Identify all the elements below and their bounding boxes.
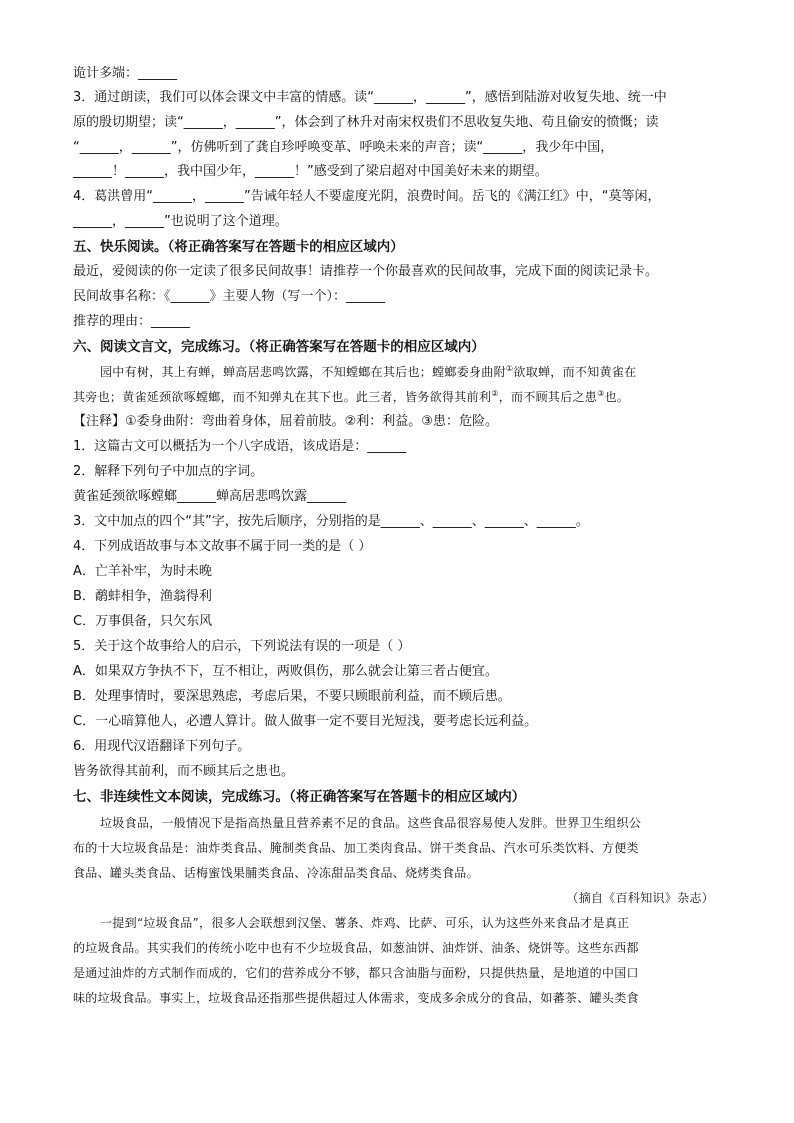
passage-line: 一提到“垃圾食品”，很多人会联想到汉堡、薯条、炸鸡、比萨、可乐，认为这些外来食品才是真正 [100,916,630,930]
question-6-3: 3．文中加点的四个“其”字，按先后顺序，分别指的是______、______、______、______。 [73,514,589,529]
passage-line: 垃圾食品，一般情况下是指高热量且营养素不足的食品。这些食品很容易使人发胖。世界卫生组织公 [100,816,642,830]
option-c: C．万事俱备，只欠东风 [73,614,213,629]
passage-line: 味的垃圾食品。事实上，垃圾食品还指那些提供超过人体需求，变成多余成分的食品，如蕃茶、罐头类食 [73,991,639,1005]
passage-line: 食品、罐头类食品、话梅蜜饯果脯类食品、冷冻甜品类食品、烧烤类食品。 [73,866,479,880]
text-line: 诡计多端：______ [73,66,178,81]
text-line: 皆务欲得其前利，而不顾其后之患也。 [73,764,295,779]
passage-line: 的垃圾食品。其实我们的传统小吃中也有不少垃圾食品，如葱油饼、油炸饼、油条、烧饼等。这些东西都 [73,941,639,955]
classical-text-line-1 [100,364,750,380]
classical-text-part: 园中有树，其上有蝉，蝉高居悲鸣饮露，不知螳螂在其后也；螳螂委身曲附 [100,365,506,379]
section-5-heading: 五、快乐阅读。（将正确答案写在答题卡的相应区域内） [73,239,404,255]
reading-card-line: 民间故事名称：《______》主要人物（写一个）：______ [73,289,386,304]
text-line: “______，______”，仿佛听到了龚自珍呼唤变革、呼唤未来的声音；读“______，我少年中国， [73,140,614,155]
classical-text-part: 其旁也；黄雀延颈欲啄螳螂，而不知弹丸在其下也。此三者，皆务欲得其前利 [73,390,492,404]
annotation-line: 【注释】①委身曲附：弯曲着身体，屈着前肢。②利：利益。③患：危险。 [73,414,498,429]
text-line: 原的殷切期望；读“______，______”，体会到了林升对南宋权贵们不思收复失地、苟且偷安的愤慨；读 [73,115,659,130]
question-6-1: 1．这篇古文可以概括为一个八字成语，该成语是：______ [73,439,407,454]
note-mark-3: ③ [597,389,605,398]
question-6-5: 5．关于这个故事给人的启示，下列说法有误的一项是（ ） [73,639,411,654]
option-a: A．如果双方争执不下，互不相让，两败俱伤，那么就会让第三者占便宜。 [73,664,498,679]
section-6-heading: 六、阅读文言文，完成练习。（将正确答案写在答题卡的相应区域内） [73,339,485,355]
source-note: （摘自《百科知识》杂志） [566,891,714,905]
option-c: C．一心暗算他人，必遭人算计。做人做事一定不要目光短浅，要考虑长远利益。 [73,714,538,729]
question-3: 3．通过朗读，我们可以体会课文中丰富的情感。读“______，______”，感悟到陆游对收复失地、统一中 [73,90,667,105]
option-b: B．处理事情时，要深思熟虑，考虑后果，不要只顾眼前利益，而不顾后患。 [73,689,511,704]
text-line: 黄雀延颈欲啄螳螂______蝉高居悲鸣饮露______ [73,489,347,504]
option-a: A．亡羊补牢，为时未晚 [73,564,212,579]
classical-text-part: 也。 [604,390,630,404]
note-mark-2: ② [491,389,499,398]
text-line: ______，______”也说明了这个道理。 [73,214,288,229]
classical-text-part: ，而不顾其后之患 [498,390,598,404]
reason-line: 推荐的理由：______ [73,314,191,329]
classical-text-part: 欲取蝉，而不知黄雀在 [513,365,637,379]
text-line: ______！______，我中国少年，______！”感受到了梁启超对中国美好未来的期望。 [73,164,548,179]
option-b: B．鹬蚌相争，渔翁得利 [73,589,212,604]
note-mark-1: ① [505,364,514,373]
question-6-6: 6．用现代汉语翻译下列句子。 [73,739,251,754]
classical-text-line-2 [73,389,723,405]
passage-line: 是通过油炸的方式制作而成的，它们的营养成分不够，都只含油脂与面粉，只提供热量，是地道的中国口 [73,966,639,980]
text-line: 最近，爱阅读的你一定读了很多民间故事！请推荐一个你最喜欢的民间故事，完成下面的阅读记录卡。 [73,264,659,279]
passage-line: 布的十大垃圾食品是：油炸类食品、腌制类食品、加工类肉食品、饼干类食品、汽水可乐类饮料、方便类 [73,841,639,855]
question-6-2: 2．解释下列句子中加点的字词。 [73,464,264,479]
section-7-heading: 七、非连续性文本阅读，完成练习。（将正确答案写在答题卡的相应区域内） [73,789,526,805]
question-6-4: 4．下列成语故事与本文故事不属于同一类的是（ ） [73,539,372,554]
question-4: 4．葛洪曾用“______，______”告诫年轻人不要虚度光阴，浪费时间。岳飞的《满江红》中，“莫等闲， [73,189,661,204]
